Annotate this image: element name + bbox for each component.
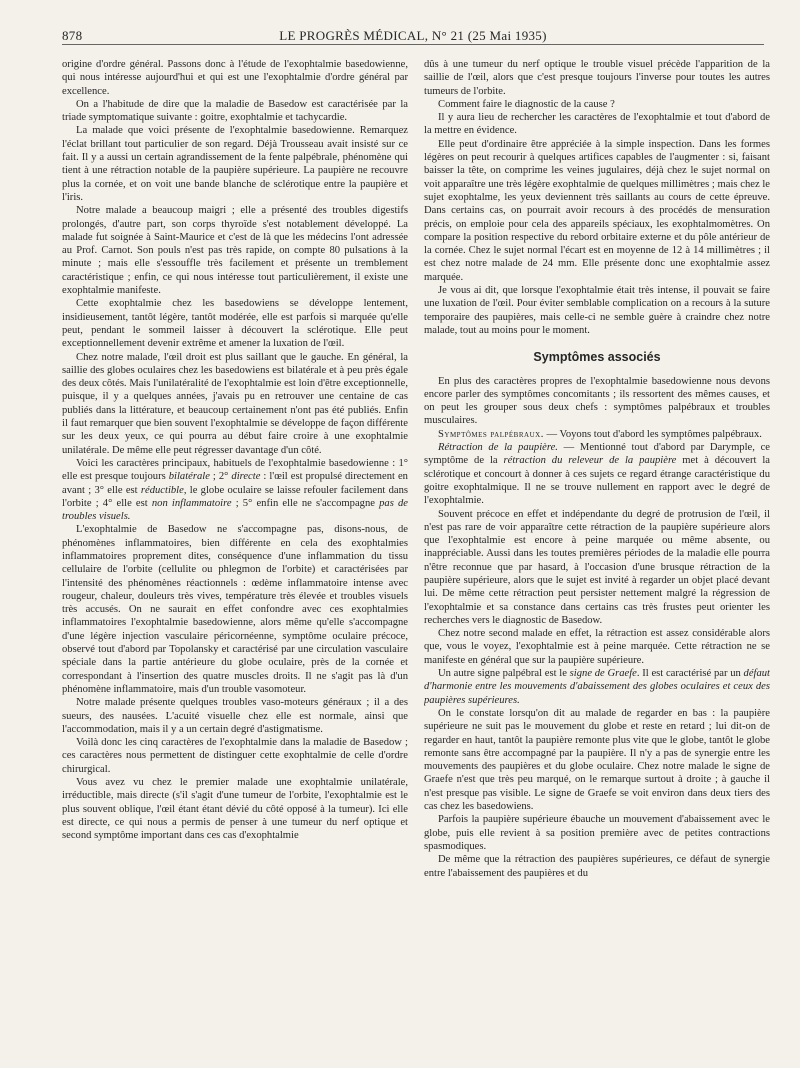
paragraph: L'exophtalmie de Basedow ne s'accompagne pas, disons-nous, de phénomènes inflammatoires, bien différente en cela des exophtalmies inflammatoires proprement dites, conséquence d'une inflammation du tissu cellulaire de l'orbite (cellulite ou phlegmon de l'orbite) et caractérisées par l'intensité des phénomènes réactionnels : œdème inflammatoire intense avec rougeur, chaleur, douleurs très vives, température très élevée et troubles visuels très accusés. On ne saurait en effet confondre avec ces exophtalmies inflammatoires l'exophtalmie basedowienne, alors même qu'elle s'accompagne d'une légère injection vasculaire péricornéenne, symptôme oculaire précoce, observé tout d'abord par Topolansky et caractérisé par une circulation vasculaire spéciale dans la partie antérieure du globe oculaire, près de la cornée et correspondant à l'insertion des quatre muscles droits. Il ne s'agit pas là d'un phénomène inflammatoire, mais d'un trouble vasomoteur. bbox=[62, 524, 408, 695]
text-run: Voici les caractères principaux, habituels de l'exophtalmie basedowienne : 1° elle est presque toujours bbox=[62, 457, 408, 483]
paragraph: Notre malade présente quelques troubles vaso-moteurs généraux ; il a des sueurs, des nausées. L'acuité visuelle chez elle est normale, ainsi que l'accommodation, mais il y a un certain degré d'astigmatisme. bbox=[62, 697, 408, 735]
italic-subheading: Rétraction de la paupière. bbox=[438, 442, 558, 454]
left-column bbox=[62, 58, 408, 1058]
paragraph: Il y aura lieu de rechercher les caractères de l'exophtalmie et tout d'abord de la mettre en évidence. bbox=[424, 112, 770, 137]
text-run: met à découvert la sclérotique et concourt à donner à ces sujets ce regard étrange caractéristique du goitre exophtalmique. Il ne se trouve nullement en rapport avec le degré de l'exophtalmie. bbox=[424, 455, 770, 507]
paragraph: origine d'ordre général. Passons donc à l'étude de l'exophtalmie basedowienne, qui nous intéresse aujourd'hui et qui est une l'exophtalmie d'ordre général par excellence. bbox=[62, 59, 408, 97]
journal-title: LE PROGRÈS MÉDICAL, N° 21 (25 Mai 1935) bbox=[279, 28, 547, 43]
text-run: , le globe oculaire se laisse refouler facilement dans l'orbite ; 4° elle est bbox=[62, 484, 408, 509]
italic-term: défaut d'harmonie entre les mouvements d'abaissement des globes oculaires et ceux des paupières supérieures. bbox=[424, 668, 770, 706]
paragraph: Parfois la paupière supérieure ébauche un mouvement d'abaissement avec le globe, puis elle revient à sa position première avec de petites contractions spasmodiques. bbox=[424, 814, 770, 852]
italic-term: non inflammatoire bbox=[151, 497, 232, 509]
paragraph: Chez notre malade, l'œil droit est plus saillant que le gauche. En général, la saillie des globes oculaires chez les basedowiens est bilatérale et à peu près égale des deux côtés. Mais l'unilatéralité de l'exophtalmie est loin d'être exceptionnelle, puisque, il y a quelques années, j'avais pu en retrouver une centaine de cas publiés dans la littérature, et beaucoup certainement n'ont pas été publiés. Enfin il faut remarquer que bien souvent l'exophtalmie se développe de façon différente sur les deux yeux, ce qui pourra au début faire croire à une exophtalmie unilatérale. De même elle peut régresser davantage d'un côté. bbox=[62, 351, 408, 456]
paragraph-graefe bbox=[424, 667, 770, 707]
paragraph: De même que la rétraction des paupières supérieures, ce défaut de synergie entre l'abaissement des paupières et du bbox=[424, 854, 770, 879]
paragraph: Voilà donc les cinq caractères de l'exophtalmie dans la maladie de Basedow ; ces caractères nous permettent de distinguer cette exophtalmie de celle d'ordre chirurgical. bbox=[62, 737, 408, 775]
text-run: : l'œil est propulsé directement en avant ; 3° elle est bbox=[62, 471, 408, 496]
paragraph: Notre malade a beaucoup maigri ; elle a présenté des troubles digestifs prolongés, d'autre part, son corps thyroïde s'est notablement développé. La malade fut soignée à Saint-Maurice et c'est de là que les médecins l'ont adressée au Prof. Carnot. Son pouls n'est pas très rapide, on compte 80 pulsations à la minute ; mais elle s'essouffle très facilement et présente un tremblement caractéristique ; enfin, ce qui nous intéresse tout particulièrement, il existe une exophtalmie manifeste. bbox=[62, 205, 408, 297]
paragraph: Elle peut d'ordinaire être appréciée à la simple inspection. Dans les formes légères on peut recourir à quelques artifices capables de l'augmenter : si, faisant baisser la tête, on comprime les veines jugulaires, déjà chez le sujet normal on voit apparaître une très légère exophtalmie de quelques millimètres ; mais chez le sujet exophtalme, les yeux deviennent très saillants au cours de cette épreuve. Dans certains cas, on pourrait avoir recours à des procédés de mensuration précis, on emploie pour cela des appareils spéciaux, les exophtalmomètres. On compare la position respective du rebord orbitaire externe et du pôle antérieur de la cornée. Chez le sujet normal l'écart est en moyenne de 12 à 14 millimètres ; il est chez notre malade de 24 mm. Elle présente donc une exophtalmie assez marquée. bbox=[424, 138, 770, 283]
section-heading: Symptômes associés bbox=[533, 350, 661, 365]
text-run: ; 5° enfin elle ne s'accompagne bbox=[231, 497, 380, 509]
paragraph: dûs à une tumeur du nerf optique le trouble visuel précède l'apparition de la saillie de l'œil, alors que c'est presque toujours l'inverse pour toutes les autres tumeurs de l'orbite. bbox=[424, 59, 770, 97]
text-run: — Mentionné tout d'abord par Darymple, ce symptôme de la bbox=[424, 442, 770, 467]
text-run: Un autre signe palpébral est le bbox=[438, 668, 570, 680]
paragraph-characteristics bbox=[62, 457, 408, 523]
subheading: Symptômes palpébraux. bbox=[438, 428, 544, 440]
paragraph: Je vous ai dit, que lorsque l'exophtalmie était très intense, il pouvait se faire une luxation de l'œil. Pour éviter semblable complication on a recours à la suture temporaire des paupières, mais celle-ci ne semble guère à craindre chez notre malade, tout au moins pour le moment. bbox=[424, 285, 770, 336]
italic-term: bilatérale bbox=[168, 471, 210, 483]
paragraph: On a l'habitude de dire que la maladie de Basedow est caractérisée par la triade symptomatique suivante : goitre, exophtalmie et tachycardie. bbox=[62, 98, 408, 124]
page-number: 878 bbox=[62, 28, 83, 43]
paragraph: Cette exophtalmie chez les basedowiens se développe lentement, insidieusement, tantôt légère, tantôt modérée, elle est parfois si marquée qu'elle peut, pendant le sommeil laisser à découvert la sclérotique. Elle peut exceptionnellement devenir extrême et amener la luxation de l'œil. bbox=[62, 298, 408, 350]
text-run: — Voyons tout d'abord les symptômes palpébraux. bbox=[543, 428, 762, 440]
text-run: ; 2° bbox=[209, 471, 232, 483]
paragraph-palpebral bbox=[424, 428, 770, 441]
paragraph: Vous avez vu chez le premier malade une exophtalmie unilatérale, irréductible, mais directe (s'il s'agit d'une tumeur de l'orbite, l'exophtalmie est le plus souvent oblique, l'œil étant étant dévié du côté opposé à la tumeur). Ici elle est directe, ce qui nous a permis de penser à une tumeur du nerf optique et second symptôme important dans ces cas d'exophtalmie bbox=[62, 777, 408, 842]
paragraph: On le constate lorsqu'on dit au malade de regarder en bas : la paupière supérieure ne suit pas le mouvement du globe et reste en retard ; lui dit-on de regarder en haut, tantôt la paupière remonte plus vite que le globe, tantôt le globe remonte sans être accompagné par la paupière. Il n'y a pas de synergie entre les mouvements des paupières et du globe oculaire. Chez notre malade le signe de Graefe n'est que très peu marqué, on le remarque surtout à droite ; à gauche il n'est presque pas visible. Le signe de Graefe se voit environ dans deux tiers des cas chez les basedowiens. bbox=[424, 707, 770, 813]
paragraph-retraction bbox=[424, 441, 770, 507]
running-header bbox=[62, 26, 764, 45]
paragraph: Comment faire le diagnostic de la cause ? bbox=[438, 98, 615, 110]
italic-term: pas de troubles visuels. bbox=[62, 497, 408, 523]
paragraph: Souvent précoce en effet et indépendante du degré de protrusion de l'œil, il n'est pas rare de voir apparaître cette rétraction de la paupière supérieure alors que l'exophtalmie est encore à peine marquée ou même absente, ou inappréciable. Aussi dans les toutes premières périodes de la maladie elle pourra n'être reconnue que par hasard, à l'occasion d'une brusque rétraction de la paupière supérieure, alors que le sujet est invité à regarder un objet placé devant lui. De même cette rétraction peut persister nettement malgré la régression de l'exophtalmie et sa constance dans certains cas très frustes peut orienter les recherches vers le diagnostic de Basedow. bbox=[424, 508, 770, 626]
paragraph: Chez notre second malade en effet, la rétraction est assez considérable alors que, vous le voyez, l'exophtalmie est à peine marquée. Cette rétraction ne se manifeste en général que sur la paupière supérieure. bbox=[424, 628, 770, 666]
italic-term: signe de Graefe bbox=[569, 668, 637, 680]
right-column bbox=[424, 58, 770, 1058]
paragraph: En plus des caractères propres de l'exophtalmie basedowienne nous devons encore parler des symptômes concomitants ; ils ressortent des mêmes causes, et on peut les grouper sous deux chefs : symptômes palpébraux et troubles musculaires. bbox=[424, 375, 770, 427]
italic-term: rétraction du releveur de la paupière bbox=[503, 455, 677, 467]
italic-term: réductible bbox=[140, 484, 184, 496]
text-run: . Il est caractérisé par un bbox=[636, 668, 744, 680]
paragraph: La malade que voici présente de l'exophtalmie basedowienne. Remarquez l'éclat brillant tout particulier de son regard. Déjà Trousseau avait insisté sur ce fait. Il y a aussi un certain agrandissement de la fente palpébrale, phénomène qui tient à une rétraction notable de la paupière supérieure. La paupière ne recouvre plus la cornée, et on voit une bande blanche de sclérotique entre la paupière et l'iris. bbox=[62, 125, 408, 203]
italic-term: directe bbox=[231, 471, 261, 483]
